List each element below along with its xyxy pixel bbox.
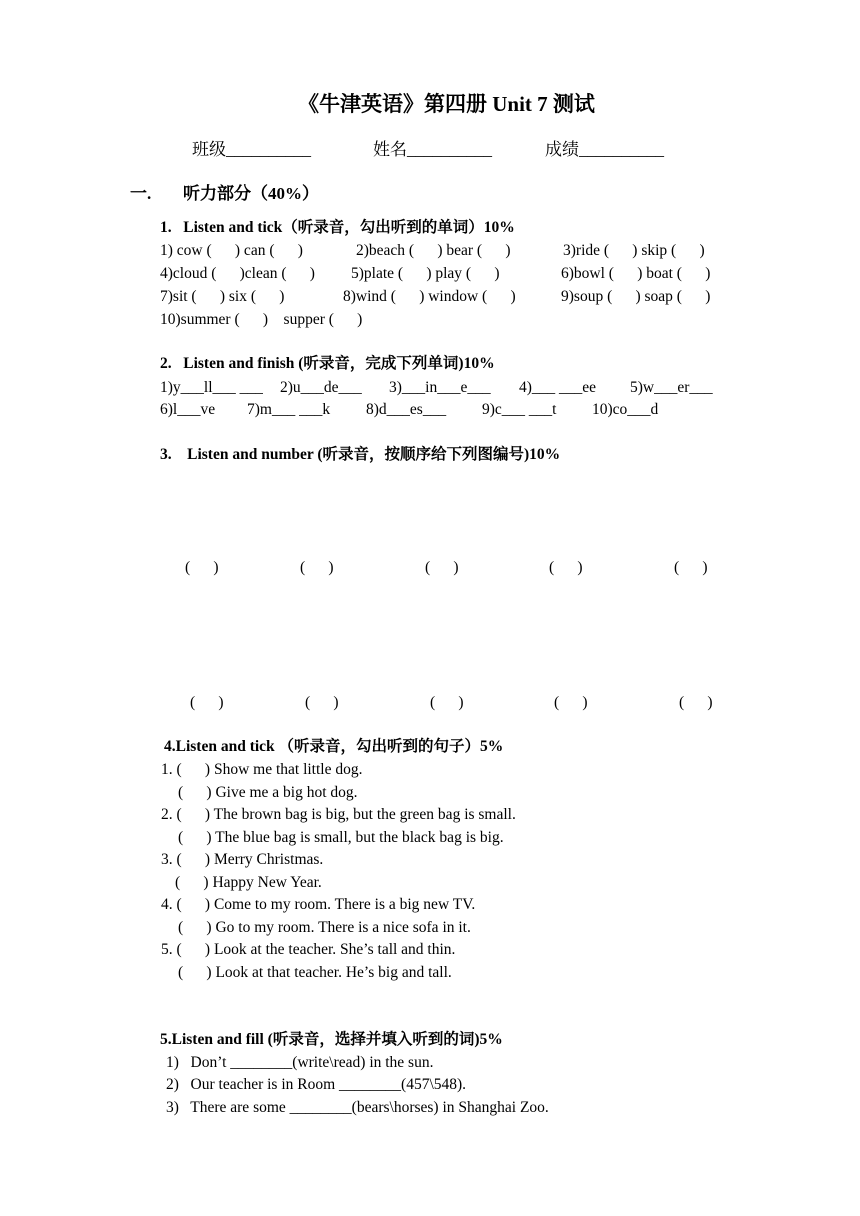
sec4-line-2: ( ) Give me a big hot dog. [178,784,358,801]
sec1-row1-col3: 3)ride ( ) skip ( ) [563,242,705,259]
sec1-row1-col2: 2)beach ( ) bear ( ) [356,242,511,259]
sec2-item-4: 4)___ ___ee [519,379,597,396]
page-title: 《牛津英语》第四册 Unit 7 测试 [298,92,595,116]
sec1-row2-col3: 6)bowl ( ) boat ( ) [561,265,711,282]
sec4-line-7: 4. ( ) Come to my room. There is a big new TV. [161,896,476,913]
sec2-item-8: 8)d___es___ [366,401,447,418]
sec1-row2-col2: 5)plate ( ) play ( ) [351,265,500,282]
sec2-item-9: 9)c___ ___t [482,401,557,418]
sec2-item-10: 10)co___d [592,401,659,418]
sec2-item-2: 2)u___de___ [280,379,362,396]
section-3-title: 3. Listen and number (听录音，按顺序给下列图编号)10% [160,446,561,463]
sec4-line-3: 2. ( ) The brown bag is big, but the green bag is small. [161,806,516,823]
name-field[interactable]: 姓名__________ [373,140,492,159]
sec2-item-3: 3)___in___e___ [389,379,491,396]
sec2-item-1: 1)y___ll___ ___ [160,379,263,396]
sec5-line-3: 3) There are some ________(bears\horses) in Shanghai Zoo. [166,1099,549,1116]
picture-blank-9[interactable]: ( ) [554,694,588,711]
score-field[interactable]: 成绩__________ [545,140,664,159]
sec4-line-4: ( ) The blue bag is small, but the black bag is big. [178,829,504,846]
class-field[interactable]: 班级__________ [192,140,311,159]
sec5-line-1: 1) Don’t ________(write\read) in the sun. [166,1054,434,1071]
sec2-item-5: 5)w___er___ [630,379,713,396]
picture-blank-8[interactable]: ( ) [430,694,464,711]
sec1-row3-col1: 7)sit ( ) six ( ) [160,288,285,305]
sec4-line-1: 1. ( ) Show me that little dog. [161,761,363,778]
sec4-line-6: ( ) Happy New Year. [175,874,322,891]
part-title: 听力部分（40%） [183,184,319,203]
picture-blank-5[interactable]: ( ) [674,559,708,576]
part-number: 一. [130,184,152,203]
section-5-title: 5.Listen and fill (听录音，选择并填入听到的词)5% [160,1031,503,1048]
sec4-line-8: ( ) Go to my room. There is a nice sofa in it. [178,919,471,936]
picture-blank-10[interactable]: ( ) [679,694,713,711]
picture-blank-1[interactable]: ( ) [185,559,219,576]
section-2-title: 2. Listen and finish (听录音，完成下列单词)10% [160,355,495,372]
picture-blank-4[interactable]: ( ) [549,559,583,576]
section-4-title: 4.Listen and tick （听录音，勾出听到的句子）5% [164,738,504,755]
sec1-row4-col1: 10)summer ( ) supper ( ) [160,311,363,328]
sec1-row3-col2: 8)wind ( ) window ( ) [343,288,516,305]
sec2-item-7: 7)m___ ___k [247,401,331,418]
section-1-title: 1. Listen and tick（听录音，勾出听到的单词）10% [160,219,515,236]
sec5-line-2: 2) Our teacher is in Room ________(457\548). [166,1076,467,1093]
picture-blank-3[interactable]: ( ) [425,559,459,576]
sec2-item-6: 6)l___ve [160,401,216,418]
picture-blank-7[interactable]: ( ) [305,694,339,711]
sec4-line-10: ( ) Look at that teacher. He’s big and tall. [178,964,452,981]
sec4-line-9: 5. ( ) Look at the teacher. She’s tall and thin. [161,941,456,958]
sec1-row3-col3: 9)soup ( ) soap ( ) [561,288,711,305]
picture-blank-2[interactable]: ( ) [300,559,334,576]
sec4-line-5: 3. ( ) Merry Christmas. [161,851,324,868]
sec1-row2-col1: 4)cloud ( )clean ( ) [160,265,315,282]
picture-blank-6[interactable]: ( ) [190,694,224,711]
sec1-row1-col1: 1) cow ( ) can ( ) [160,242,303,259]
